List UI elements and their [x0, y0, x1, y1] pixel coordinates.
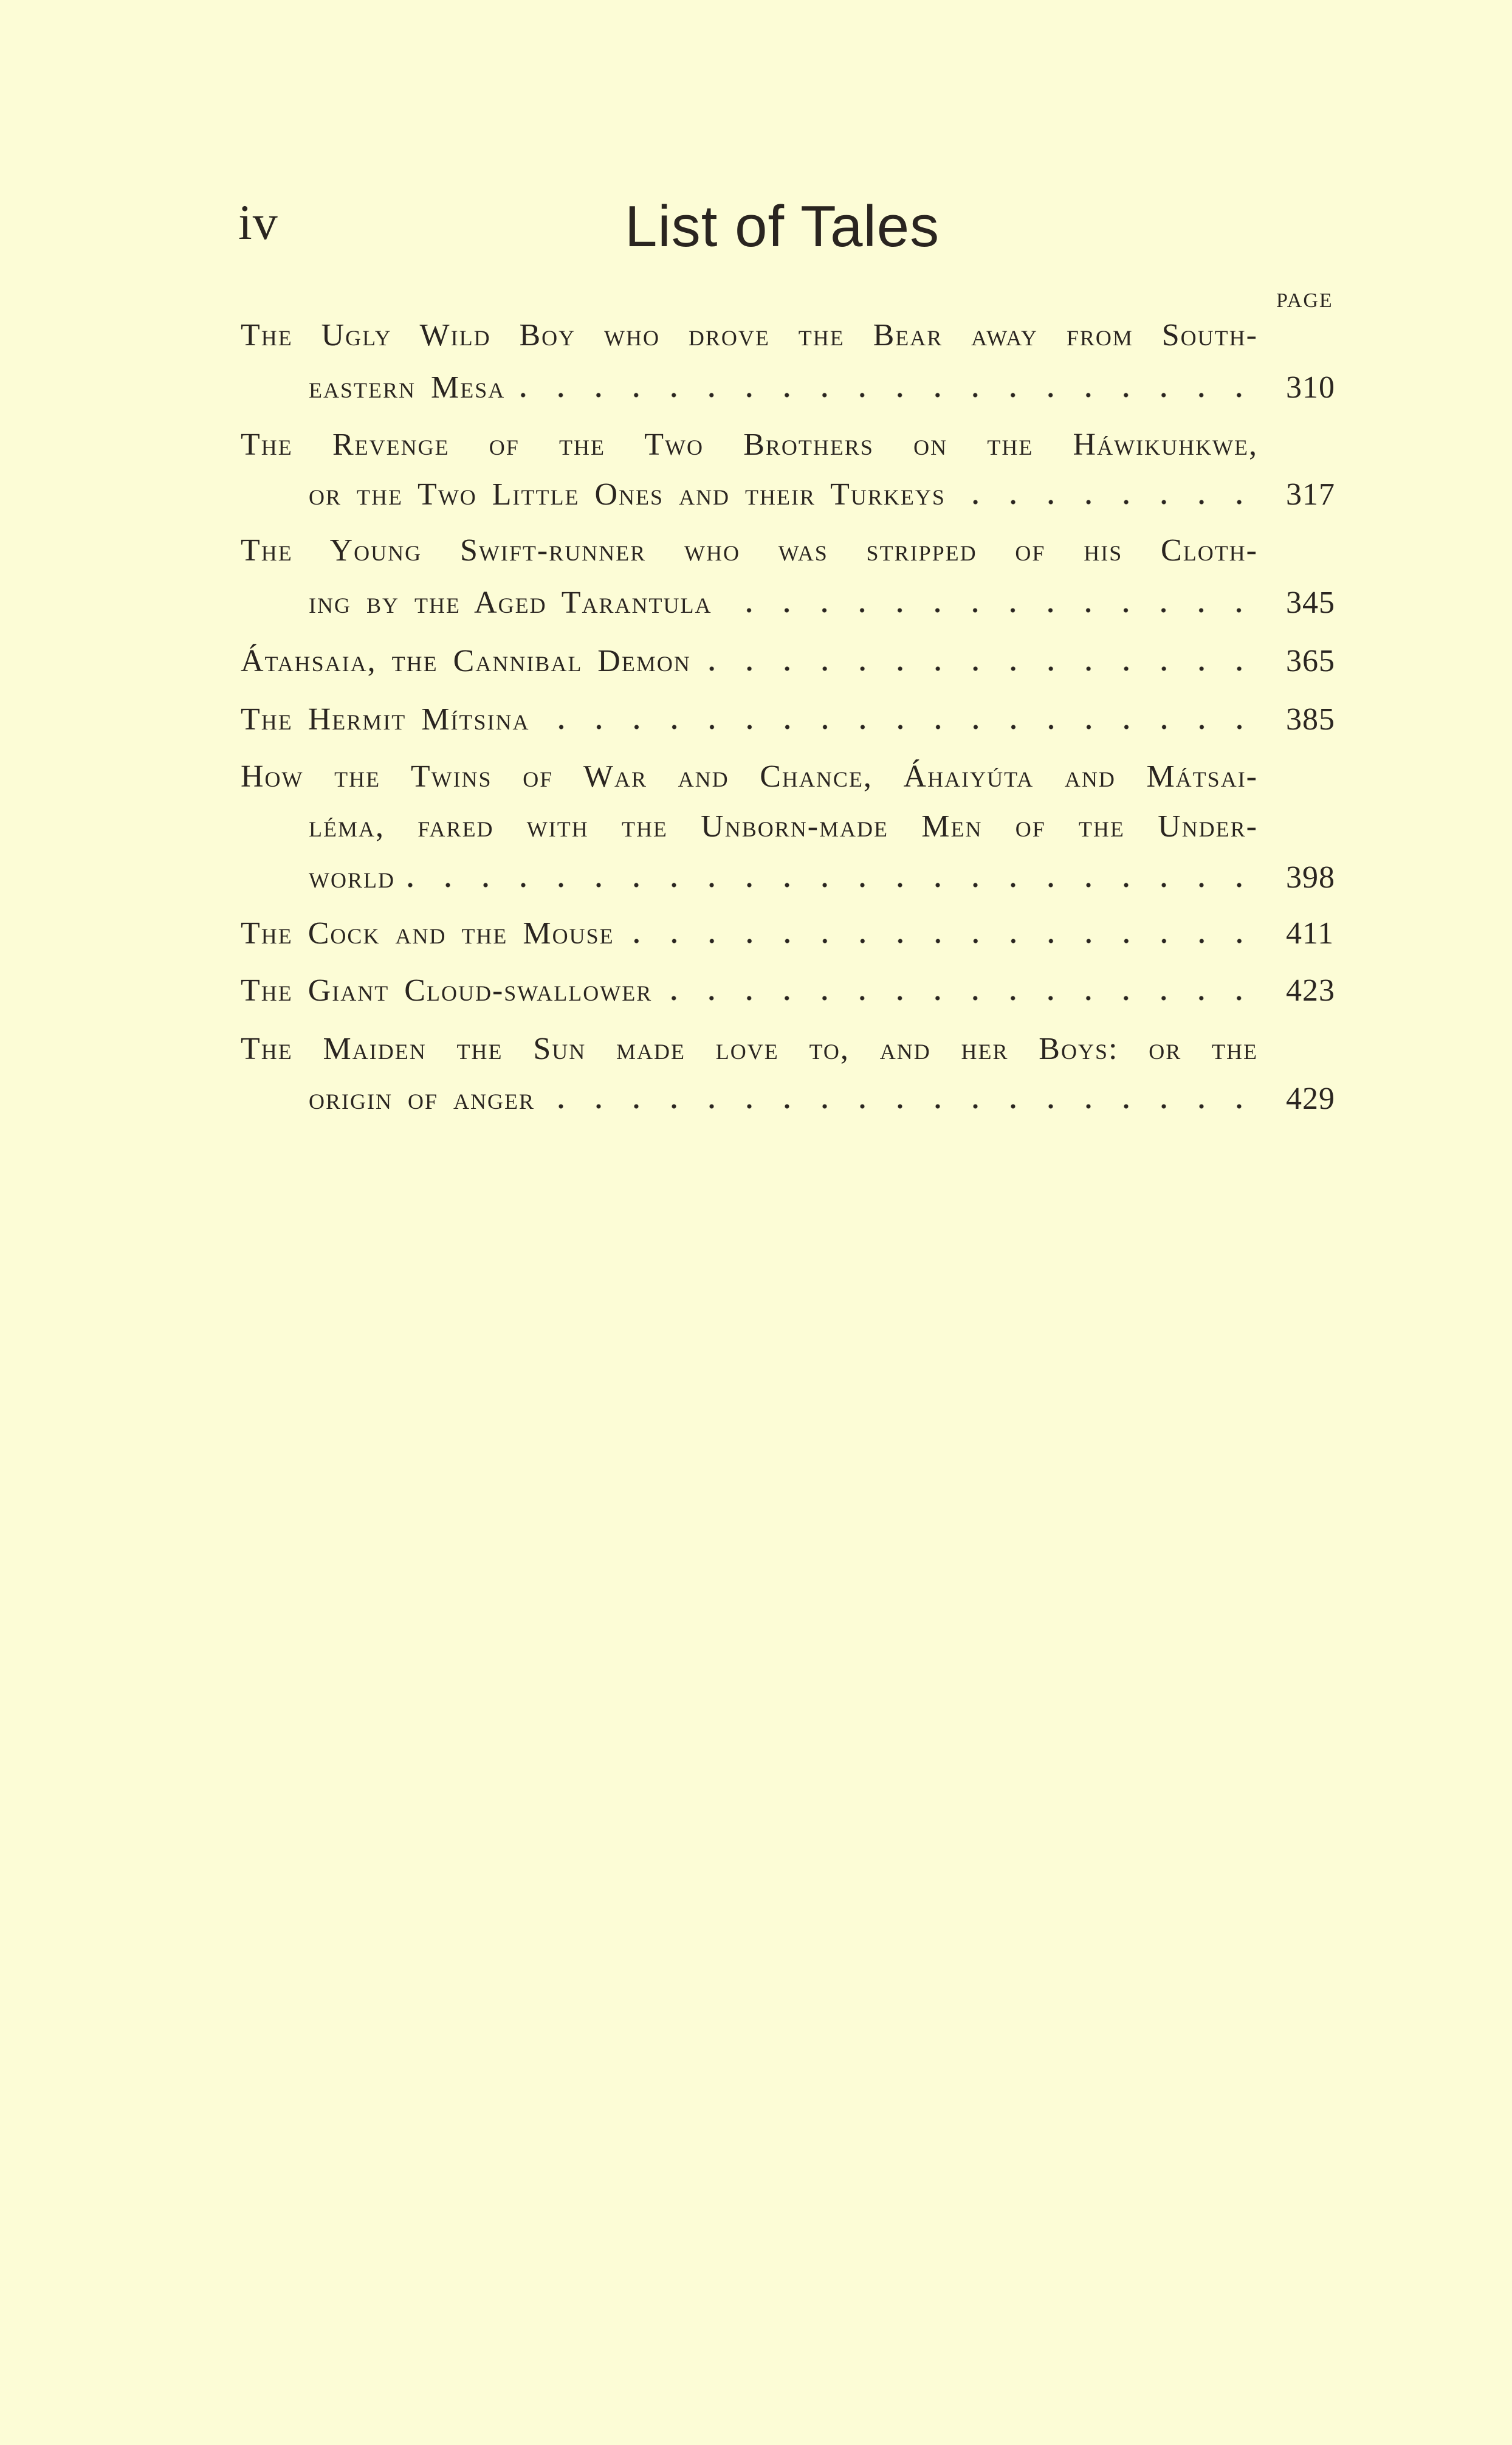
toc-entry-text: Átahsaia, the Cannibal Demon: [241, 644, 691, 678]
toc-entry-text: The Hermit Mítsina: [241, 702, 530, 737]
toc-entry-line: [241, 1025, 1258, 1074]
toc-entry-line: [241, 637, 1258, 686]
toc-page-number: 423: [1286, 973, 1335, 1008]
toc-entry-text: world: [309, 860, 395, 895]
toc-entry-line: [309, 364, 1258, 412]
toc-entry-text: The Maiden the Sun made love to, and her Boys: or the: [241, 1032, 1258, 1066]
toc-entry-text: How the Twins of War and Chance, Áhaiyúta and Mátsai-: [241, 759, 1258, 794]
dot-leader: [542, 695, 1258, 744]
toc-page-number: 345: [1286, 585, 1335, 620]
toc-entry-text: The Ugly Wild Boy who drove the Bear away from South-: [241, 318, 1258, 353]
toc-entry-text: or the Two Little Ones and their Turkeys: [309, 477, 946, 512]
toc-entry-line: [241, 421, 1258, 469]
toc-page-number: 411: [1286, 916, 1335, 951]
toc-page-number: 365: [1286, 644, 1335, 678]
dot-leader: [517, 364, 1258, 412]
toc-page-number: 429: [1286, 1081, 1335, 1116]
dot-leader: [703, 637, 1258, 686]
toc-entry-line: [309, 471, 1258, 519]
toc-entry-text: The Young Swift-runner who was stripped of his Cloth-: [241, 533, 1258, 568]
dot-leader: [958, 471, 1258, 519]
dot-leader: [407, 854, 1258, 902]
toc-entry-text: The Revenge of the Two Brothers on the Háwikuhkwe,: [241, 427, 1258, 462]
toc-entry-line: [309, 579, 1258, 627]
page-title: List of Tales: [625, 194, 940, 259]
toc-entry-line: [241, 753, 1258, 801]
toc-page-number: 310: [1286, 370, 1335, 405]
toc-entry-text: ing by the Aged Tarantula: [309, 585, 712, 620]
toc-entry-line: [241, 311, 1258, 360]
toc-entry-line: [309, 1075, 1258, 1123]
toc-entry-line: [309, 854, 1258, 902]
page-number: iv: [238, 195, 278, 250]
dot-leader: [664, 967, 1258, 1015]
toc-entry-line: [241, 967, 1258, 1015]
toc-page-number: 398: [1286, 860, 1335, 895]
dot-leader: [724, 579, 1258, 627]
toc-entry-text: léma, fared with the Unborn-made Men of the Under-: [309, 809, 1258, 844]
dot-leader: [627, 909, 1258, 958]
toc-entry-line: [241, 526, 1258, 575]
toc-entry-text: The Cock and the Mouse: [241, 916, 614, 951]
toc-entry-text: eastern Mesa: [309, 370, 506, 405]
page-column-label: PAGE: [1276, 289, 1333, 312]
toc-page-number: 385: [1286, 702, 1335, 737]
toc-entry-text: The Giant Cloud-swallower: [241, 973, 653, 1008]
toc-entry-line: [241, 909, 1258, 958]
toc-entry-text: origin of anger: [309, 1081, 535, 1116]
toc-entry-line: [241, 695, 1258, 744]
toc-page-number: 317: [1286, 477, 1335, 512]
dot-leader: [547, 1075, 1258, 1123]
toc-entry-line: [309, 802, 1258, 851]
